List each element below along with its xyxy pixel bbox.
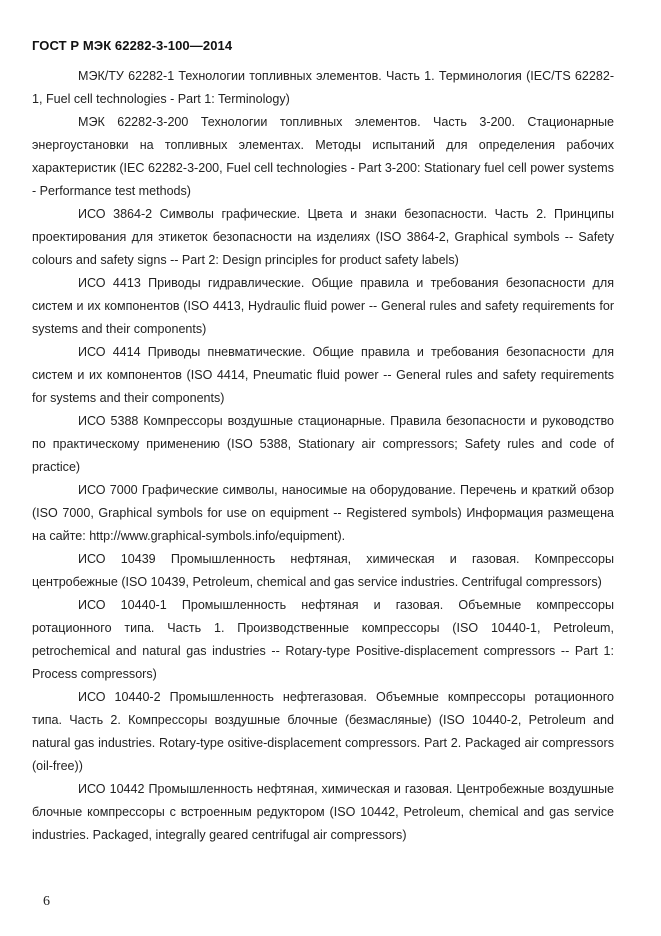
reference-iso-10442: ИСО 10442 Промышленность нефтяная, химическая и газовая. Центробежные воздушные блочные компрессоры с встроенным редуктором (ISO 10442, Petroleum, chemical and gas service industries. Packaged, integrally geared centrifugal air compressors) bbox=[32, 782, 614, 842]
reference-iso-5388: ИСО 5388 Компрессоры воздушные стационарные. Правила безопасности и руководство по практическому применению (ISO 5388, Stationary air compressors; Safety rules and code of practice) bbox=[32, 414, 614, 474]
reference-iso-10440-1: ИСО 10440-1 Промышленность нефтяная и газовая. Объемные компрессоры ротационного типа. Часть 1. Производственные компрессоры (ISO 10440-1, Petroleum, petrochemical and natural gas industries -- Rotary-type Positive-displacement compressors -- Part 1: Process compressors) bbox=[32, 598, 614, 681]
reference-iso-4414: ИСО 4414 Приводы пневматические. Общие правила и требования безопасности для систем и их компонентов (ISO 4414, Pneumatic fluid power -- General rules and safety requirements for systems and their components) bbox=[32, 345, 614, 405]
reference-iso-3864-2: ИСО 3864-2 Символы графические. Цвета и знаки безопасности. Часть 2. Принципы проектирования для этикеток безопасности на изделиях (ISO 3864-2, Graphical symbols -- Safety colours and safety signs -- Part 2: Design principles for product safety labels) bbox=[32, 207, 614, 267]
reference-iec-ts-62282-1: МЭК/ТУ 62282-1 Технологии топливных элементов. Часть 1. Терминология (IEC/TS 62282-1, Fuel cell technologies - Part 1: Terminology) bbox=[32, 69, 614, 106]
page-number: 6 bbox=[43, 894, 50, 909]
reference-iso-10439: ИСО 10439 Промышленность нефтяная, химическая и газовая. Компрессоры центробежные (ISO 10439, Petroleum, chemical and gas service industries. Centrifugal compressors) bbox=[32, 552, 614, 589]
normative-references-list bbox=[32, 65, 614, 847]
reference-iso-10440-2: ИСО 10440-2 Промышленность нефтегазовая. Объемные компрессоры ротационного типа. Часть 2. Компрессоры воздушные блочные (безмасляные) (ISO 10440-2, Petroleum and natural gas industries. Rotary-type ositive-displacement compressors. Part 2. Packaged air compressors (oil-free)) bbox=[32, 690, 614, 773]
standard-designation: ГОСТ Р МЭК 62282-3-100—2014 bbox=[32, 38, 233, 53]
reference-iso-7000: ИСО 7000 Графические символы, наносимые на оборудование. Перечень и краткий обзор (ISO 7000, Graphical symbols for use on equipment -- Registered symbols) Информация размещена на сайте: http://www.graphical-symbols.info/equipment). bbox=[32, 483, 614, 543]
reference-iec-62282-3-200: МЭК 62282-3-200 Технологии топливных элементов. Часть 3-200. Стационарные энергоустановки на топливных элементах. Методы испытаний для определения рабочих характеристик (IEC 62282-3-200, Fuel cell technologies - Part 3-200: Stationary fuel cell power systems - Performance test methods) bbox=[32, 115, 614, 198]
reference-iso-4413: ИСО 4413 Приводы гидравлические. Общие правила и требования безопасности для систем и их компонентов (ISO 4413, Hydraulic fluid power -- General rules and safety requirements for systems and their components) bbox=[32, 276, 614, 336]
